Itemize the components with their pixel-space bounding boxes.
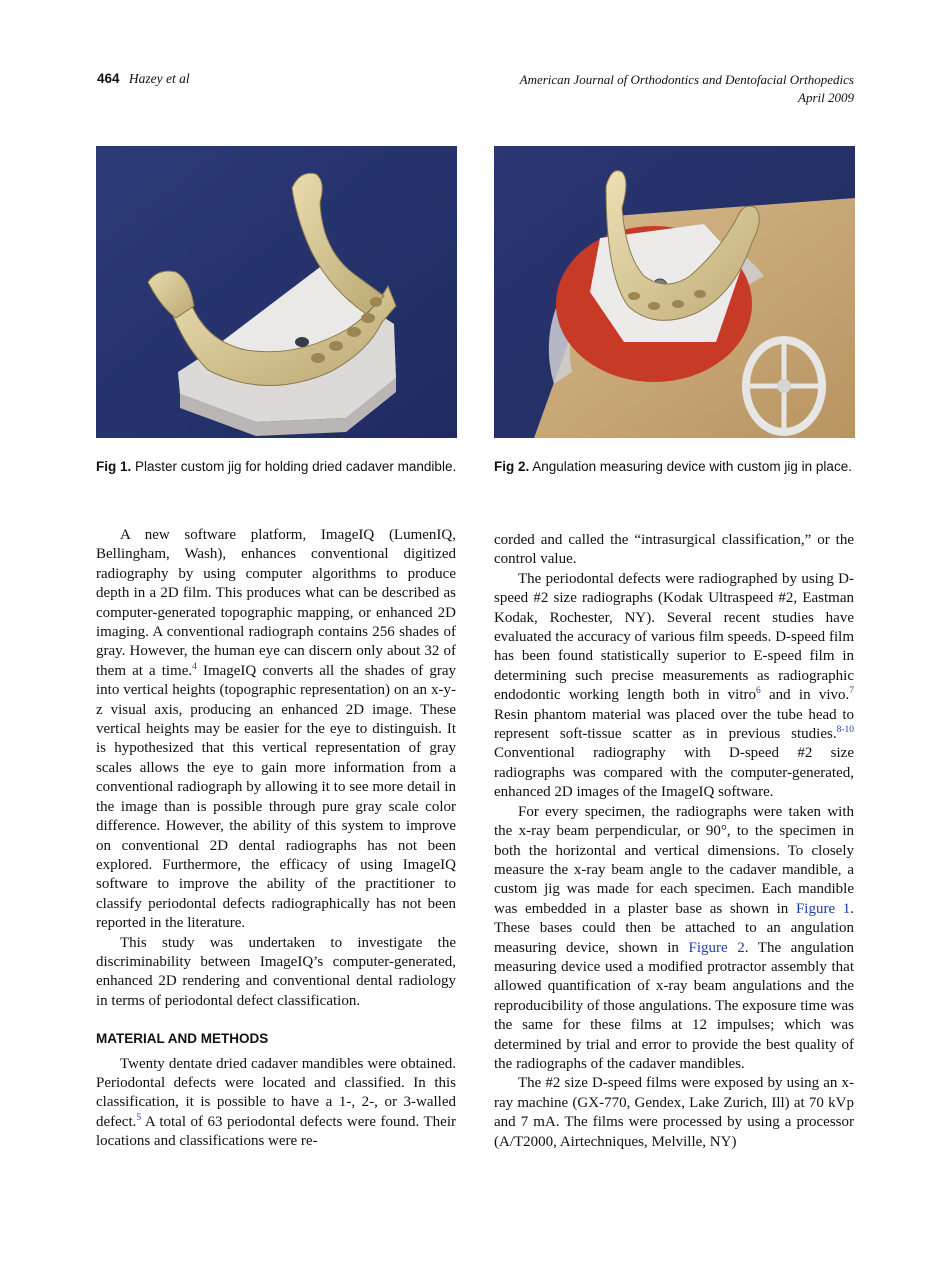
text-run: Twenty dentate dried cadaver mandibles were obtained. Periodontal defects were located and classified. In this classification, it is possible to have a 1-, 2-, or 3-walled defect. bbox=[96, 1055, 456, 1130]
text-run: A total of 63 periodontal defects were found. Their locations and classifications were re- bbox=[96, 1113, 456, 1150]
figure-2-label: Fig 2. bbox=[494, 459, 530, 474]
text-run: . The angulation measuring device used a modified protractor assembly that allowed quantification of x-ray beam angulations and the reproducibility of those angulations. The exposure time was the same for these films at 12 impulses; which was determined by trial and error to provide the best quality of the radiographs of the cadaver mandibles. bbox=[494, 939, 854, 1072]
text-run: For every specimen, the radiographs were taken with the x-ray beam perpendicular, or 90°, to the specimen in both the horizontal and vertical dimensions. To closely measure the x-ray beam angle to the cadaver mandible, a custom jig was made for each specimen. Each mandible was embedded in a plaster base as shown in bbox=[494, 803, 854, 917]
figure-2-caption bbox=[494, 458, 855, 476]
figure-1-caption-text: Plaster custom jig for holding dried cadaver mandible. bbox=[135, 459, 457, 474]
journal-name: American Journal of Orthodontics and Dentofacial Orthopedics bbox=[519, 72, 854, 87]
figure-1-link[interactable]: Figure 1 bbox=[795, 900, 851, 917]
paragraph bbox=[96, 1055, 456, 1152]
text-run: A new software platform, ImageIQ (LumenIQ, Bellingham, Wash), enhances conventional digitized radiography by using computer algorithms to produce depth in a 2D film. This produces what can be described as computer-generated topographic mapping, or enhanced 2D imaging. A conventional radiograph contains 256 shades of gray. However, the human eye can discern only about 32 of them at a time. bbox=[96, 527, 456, 679]
paragraph: This study was undertaken to investigate the discriminability between ImageIQ’s computer-generated, enhanced 2D rendering and conventional dental radiology in terms of periodontal defect classification. bbox=[96, 934, 456, 1009]
text-run: The periodontal defects were radiographed by using D-speed #2 size radiographs (Kodak Ultraspeed #2, Eastman Kodak, Rochester, NY). Several recent studies have evaluated the accuracy of various film speeds. D-speed film has been found statistically superior to E-speed film in determining such precise measurements as radiographic endodontic working length both in vitro bbox=[494, 570, 854, 704]
paragraph: corded and called the “intrasurgical classification,” or the control value. bbox=[494, 532, 854, 568]
running-authors: Hazey et al bbox=[128, 71, 190, 86]
page-number: 464 bbox=[97, 71, 120, 86]
citation-ref[interactable]: 4 bbox=[192, 661, 197, 672]
citation-ref[interactable]: 7 bbox=[849, 686, 854, 697]
figure-1-photo bbox=[96, 146, 457, 438]
figure-1-label: Fig 1. bbox=[96, 459, 132, 474]
text-run: ImageIQ converts all the shades of gray into vertical heights (topographic representation) on an x-y-z visual axis, producing an enhanced 2D image. These vertical heights may be easier for the eye to distinguish. It is hypothesized that this vertical representation of gray scales allows the eye to gain more information from a conventional radiograph by allowing it to see more detail in the image than is possible through pure gray scale color difference. However, the ability of this system to improve on conventional 2D dental radiographs has not been explored. Furthermore, the efficacy of using ImageIQ software to improve the ability of the practitioner to classify periodontal defects radiographically has not been reported in the literature. bbox=[96, 662, 456, 932]
running-header-right bbox=[520, 71, 854, 107]
citation-ref[interactable]: 8-10 bbox=[836, 725, 854, 736]
paragraph bbox=[494, 570, 854, 803]
paragraph bbox=[96, 526, 456, 934]
text-run: and in vivo. bbox=[760, 687, 850, 704]
section-heading: MATERIAL AND METHODS bbox=[96, 1031, 269, 1047]
text-run: Resin phantom material was placed over the tube head to represent soft-tissue scatter as in previous studies. bbox=[494, 706, 854, 743]
figure-2-link[interactable]: Figure 2 bbox=[688, 939, 745, 956]
citation-ref[interactable]: 6 bbox=[756, 686, 761, 697]
figure-2-caption-text: Angulation measuring device with custom jig in place. bbox=[532, 459, 852, 474]
citation-ref[interactable]: 5 bbox=[136, 1112, 142, 1123]
figure-1-caption bbox=[96, 458, 457, 476]
left-column bbox=[96, 526, 456, 1152]
figure-2-photo bbox=[494, 146, 855, 438]
right-column bbox=[494, 531, 854, 1152]
text-run: . These bases could then be attached to an angulation measuring device, shown in bbox=[494, 900, 854, 956]
text-run: Conventional radiography with D-speed #2 size radiographs was compared with the computer-generated, enhanced 2D images of the ImageIQ software. bbox=[494, 745, 854, 801]
paragraph bbox=[494, 803, 854, 1075]
paragraph: The #2 size D-speed films were exposed by using an x-ray machine (GX-770, Gendex, Lake Zurich, Ill) at 70 kVp and 7 mA. The films were processed by using a processor (A/T2000, Airtechniques, Melville, NY) bbox=[494, 1075, 854, 1150]
issue-date: April 2009 bbox=[798, 90, 854, 105]
running-header-left bbox=[97, 71, 190, 87]
